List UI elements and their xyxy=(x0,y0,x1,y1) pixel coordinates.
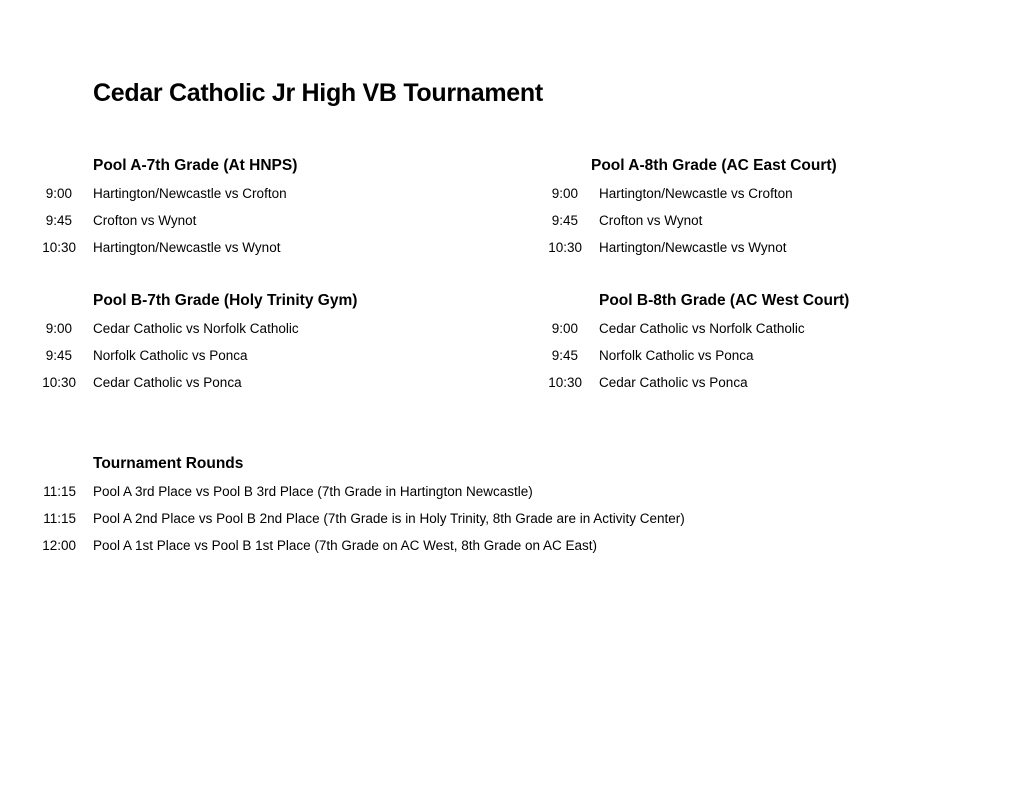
section-heading-pool-a-7th: Pool A-7th Grade (At HNPS) xyxy=(93,157,298,174)
schedule-row xyxy=(0,511,1000,538)
schedule-row xyxy=(500,213,1000,240)
section-heading-pool-b-7th: Pool B-7th Grade (Holy Trinity Gym) xyxy=(93,292,358,309)
game-match: Cedar Catholic vs Norfolk Catholic xyxy=(599,321,805,336)
game-time: 9:45 xyxy=(45,213,72,228)
game-match: Cedar Catholic vs Norfolk Catholic xyxy=(93,321,299,336)
schedule-row xyxy=(0,375,500,402)
game-match: Norfolk Catholic vs Ponca xyxy=(599,348,754,363)
game-match: Hartington/Newcastle vs Crofton xyxy=(599,186,793,201)
schedule-row xyxy=(0,538,1000,565)
game-time: 9:00 xyxy=(45,321,72,336)
schedule-row xyxy=(0,321,500,348)
section-heading-tournament-rounds: Tournament Rounds xyxy=(93,455,244,472)
schedule-row xyxy=(500,240,1000,267)
game-match: Pool A 3rd Place vs Pool B 3rd Place (7th Grade in Hartington Newcastle) xyxy=(93,484,533,499)
game-time: 10:30 xyxy=(548,240,582,255)
schedule-row xyxy=(500,321,1000,348)
game-match: Cedar Catholic vs Ponca xyxy=(93,375,242,390)
game-time: 9:45 xyxy=(551,348,578,363)
game-time: 10:30 xyxy=(42,375,76,390)
game-match: Crofton vs Wynot xyxy=(93,213,197,228)
schedule-row xyxy=(0,186,500,213)
schedule-row xyxy=(0,348,500,375)
schedule-row xyxy=(500,186,1000,213)
schedule-row xyxy=(500,375,1000,402)
game-match: Cedar Catholic vs Ponca xyxy=(599,375,748,390)
game-time: 11:15 xyxy=(43,511,76,526)
game-time: 9:00 xyxy=(45,186,72,201)
schedule-row xyxy=(500,348,1000,375)
game-time: 12:00 xyxy=(42,538,76,553)
game-time: 10:30 xyxy=(42,240,76,255)
game-match: Crofton vs Wynot xyxy=(599,213,703,228)
schedule-row xyxy=(0,213,500,240)
game-time: 9:00 xyxy=(551,186,578,201)
game-match: Norfolk Catholic vs Ponca xyxy=(93,348,248,363)
game-time: 9:45 xyxy=(551,213,578,228)
game-match: Pool A 2nd Place vs Pool B 2nd Place (7th Grade is in Holy Trinity, 8th Grade are in Activity Center) xyxy=(93,511,685,526)
game-time: 10:30 xyxy=(548,375,582,390)
game-time: 11:15 xyxy=(43,484,76,499)
game-match: Pool A 1st Place vs Pool B 1st Place (7th Grade on AC West, 8th Grade on AC East) xyxy=(93,538,598,553)
game-time: 9:45 xyxy=(45,348,72,363)
section-heading-pool-b-8th: Pool B-8th Grade (AC West Court) xyxy=(599,292,850,309)
game-match: Hartington/Newcastle vs Crofton xyxy=(93,186,287,201)
section-heading-pool-a-8th: Pool A-8th Grade (AC East Court) xyxy=(591,157,837,174)
game-match: Hartington/Newcastle vs Wynot xyxy=(599,240,787,255)
page-title: Cedar Catholic Jr High VB Tournament xyxy=(93,79,543,107)
schedule-row xyxy=(0,484,1000,511)
schedule-row xyxy=(0,240,500,267)
game-time: 9:00 xyxy=(551,321,578,336)
game-match: Hartington/Newcastle vs Wynot xyxy=(93,240,281,255)
